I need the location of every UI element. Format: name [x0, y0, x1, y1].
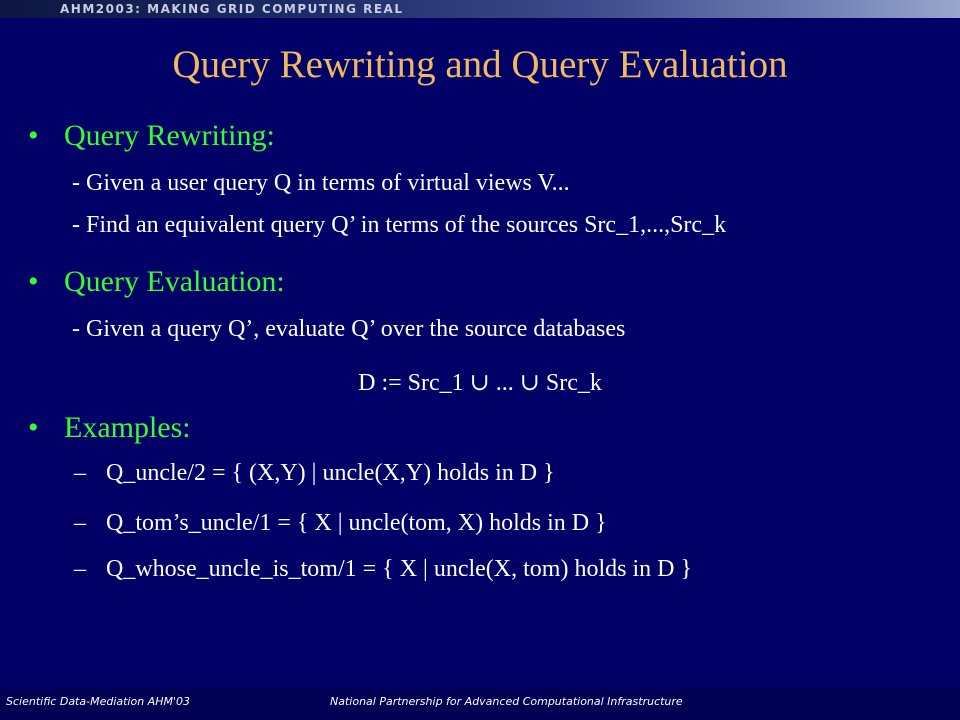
example-item [74, 554, 692, 584]
example-item [74, 458, 555, 488]
dash-icon: – [74, 460, 86, 486]
footer-right-text: National Partnership for Advanced Computational Infrastructure [330, 695, 683, 708]
slide-title: Query Rewriting and Query Evaluation [172, 43, 788, 86]
slide-footer [0, 688, 960, 720]
bullet-heading: Examples: [64, 411, 191, 444]
bullet-icon: • [28, 411, 39, 444]
example-item [74, 508, 607, 538]
sub-line: - Given a user query Q in terms of virtual views V... [72, 170, 570, 196]
bullet-examples [28, 410, 191, 446]
bullet-icon: • [28, 265, 39, 298]
example-text: Q_whose_uncle_is_tom/1 = { X | uncle(X, tom) holds in D } [106, 556, 692, 582]
dash-icon: – [74, 510, 86, 536]
bullet-icon: • [28, 119, 39, 152]
union-formula: D := Src_1 ∪ ... ∪ Src_k [358, 370, 602, 396]
bullet-query-evaluation [28, 264, 285, 300]
example-text: Q_tom’s_uncle/1 = { X | uncle(tom, X) holds in D } [106, 510, 607, 536]
bullet-query-rewriting [28, 118, 275, 154]
bullet-heading: Query Rewriting: [64, 119, 275, 152]
example-text: Q_uncle/2 = { (X,Y) | uncle(X,Y) holds in D } [106, 460, 555, 486]
sub-line: - Find an equivalent query Q’ in terms of the sources Src_1,...,Src_k [72, 212, 727, 238]
sub-line: - Given a query Q’, evaluate Q’ over the source databases [72, 316, 626, 342]
conference-banner [0, 0, 960, 18]
footer-left-text: Scientific Data-Mediation AHM'03 [6, 695, 190, 708]
dash-icon: – [74, 556, 86, 582]
bullet-heading: Query Evaluation: [64, 265, 285, 298]
banner-text: AHM2003: MAKING GRID COMPUTING REAL [60, 2, 404, 16]
